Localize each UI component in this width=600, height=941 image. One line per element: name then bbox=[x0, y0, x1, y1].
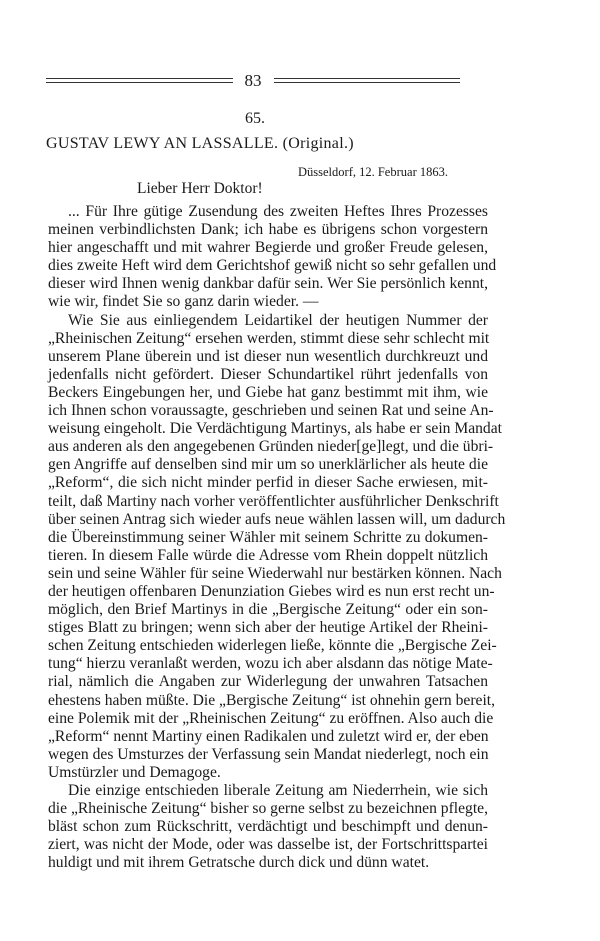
text-line: ehestens haben müßte. Die „Bergische Zeitung“ ist ohnehin gern bereit, bbox=[48, 691, 496, 709]
text-line: Wie Sie aus einliegendem Leidartikel der heutigen Nummer der bbox=[68, 311, 488, 329]
text-line: dies zweite Heft wird dem Gerichtshof gewiß nicht so sehr gefallen und bbox=[48, 257, 497, 275]
text-line: schen Zeitung entschieden widerlegen ließe, könnte die „Bergische Zei- bbox=[48, 637, 497, 655]
text-line: über seinen Antrag sich wieder aufs neue wählen lassen will, um dadurch bbox=[48, 510, 506, 528]
letter-number: 65. bbox=[245, 110, 265, 127]
text-line: ich Ihnen schon voraussagte, geschrieben und seinen Rat und seine An- bbox=[48, 402, 494, 420]
text-line: „Rheinischen Zeitung“ ersehen werden, stimmt diese sehr schlecht mit bbox=[48, 329, 490, 347]
text-line: aus anderen als den angegebenen Gründen nieder[ge]legt, und die übri- bbox=[48, 438, 494, 456]
text-line: wie wir, findet Sie so ganz darin wieder. — bbox=[48, 293, 319, 311]
text-line: weisung eingeholt. Die Verdächtigung Martinys, als habe er sein Mandat bbox=[48, 420, 502, 438]
text-line: tieren. In diesem Falle würde die Adresse vom Rhein doppelt nützlich bbox=[48, 546, 488, 564]
text-line: ... Für Ihre gütige Zusendung des zweiten Heftes Ihres Prozesses bbox=[68, 203, 488, 220]
text-line: meinen verbindlichsten Dank; ich habe es übrigens schon vorgestern bbox=[48, 221, 488, 239]
text-line: sein und seine Wähler für seine Wiederwahl nur bestärken können. Nach bbox=[48, 564, 502, 582]
text-line: jedenfalls nicht gefördert. Dieser Schundartikel rührt jedenfalls von bbox=[48, 365, 488, 383]
text-line: die Übereinstimmung seiner Wähler mit seinem Schritte zu dokumen- bbox=[48, 528, 488, 546]
text-line: stiges Blatt zu bringen; wenn sich aber der heutige Artikel der Rheini- bbox=[48, 619, 488, 637]
text-line: Beckers Eingebungen her, und Giebe hat ganz bestimmt mit ihm, wie bbox=[48, 383, 488, 401]
place-date: Düsseldorf, 12. Februar 1863. bbox=[298, 165, 448, 179]
text-line: ziert, was nicht der Mode, oder was dasselbe ist, der Fortschrittspartei bbox=[48, 836, 488, 854]
text-line: huldigt und mit ihrem Getratsche durch dick und dünn watet. bbox=[48, 854, 430, 872]
text-line: eine Polemik mit der „Rheinischen Zeitung“ zu eröffnen. Also auch die bbox=[48, 709, 494, 727]
text-line: „Reform“, die sich nicht minder perfid in dieser Sache erwiesen, mit- bbox=[48, 474, 488, 492]
text-line: bläst schon zum Rückschritt, verdächtigt und beschimpft und denun- bbox=[48, 818, 488, 836]
salutation: Lieber Herr Doktor! bbox=[137, 180, 263, 197]
paragraph bbox=[48, 311, 506, 782]
page-header bbox=[46, 68, 460, 92]
header-rule-left bbox=[46, 78, 233, 83]
letter-title: GUSTAV LEWY AN LASSALLE. (Original.) bbox=[46, 135, 354, 152]
text-line: möglich, den Brief Martinys in die „Bergische Zeitung“ oder ein son- bbox=[48, 601, 488, 619]
text-line: Die einzige entschieden liberale Zeitung am Niederrhein, wie sich bbox=[68, 782, 488, 799]
text-line: tung“ hierzu veranlaßt werden, wozu ich aber alsdann das nötige Mate- bbox=[48, 655, 493, 673]
letter-body bbox=[48, 203, 506, 872]
text-line: unserem Plane überein und ist dieser nun wesentlich durchkreuzt und bbox=[48, 347, 488, 365]
text-line: gen Angriffe auf denselben sind mir um so unerklärlicher als heute die bbox=[48, 456, 488, 474]
text-line: der heutigen offenbaren Denunziation Giebes wird es nun erst recht un- bbox=[48, 582, 495, 600]
header-rule-right bbox=[274, 78, 461, 83]
text-line: Umstürzler und Demagoge. bbox=[48, 763, 221, 781]
paragraph bbox=[48, 203, 497, 312]
page-number: 83 bbox=[244, 70, 262, 90]
text-line: teilt, daß Martiny nach vorher veröffentlichter ausführlicher Denkschrift bbox=[48, 492, 499, 510]
paragraph bbox=[48, 782, 488, 872]
text-line: wegen des Umsturzes der Verfassung sein Mandat niederlegt, noch ein bbox=[48, 745, 489, 763]
text-line: rial, nämlich die Angaben zur Widerlegung der unwahren Tatsachen bbox=[48, 673, 488, 691]
text-line: „Reform“ nennt Martiny einen Radikalen und zuletzt wird er, der eben bbox=[48, 727, 489, 745]
text-line: dieser wird Ihnen wenig dankbar dafür sein. Wer Sie persönlich kennt, bbox=[48, 275, 488, 293]
text-line: die „Rheinische Zeitung“ bisher so gerne selbst zu bezeichnen pflegte, bbox=[48, 800, 488, 818]
text-line: hier angeschafft und mit wahrer Begierde und großer Freude gelesen, bbox=[48, 239, 488, 257]
